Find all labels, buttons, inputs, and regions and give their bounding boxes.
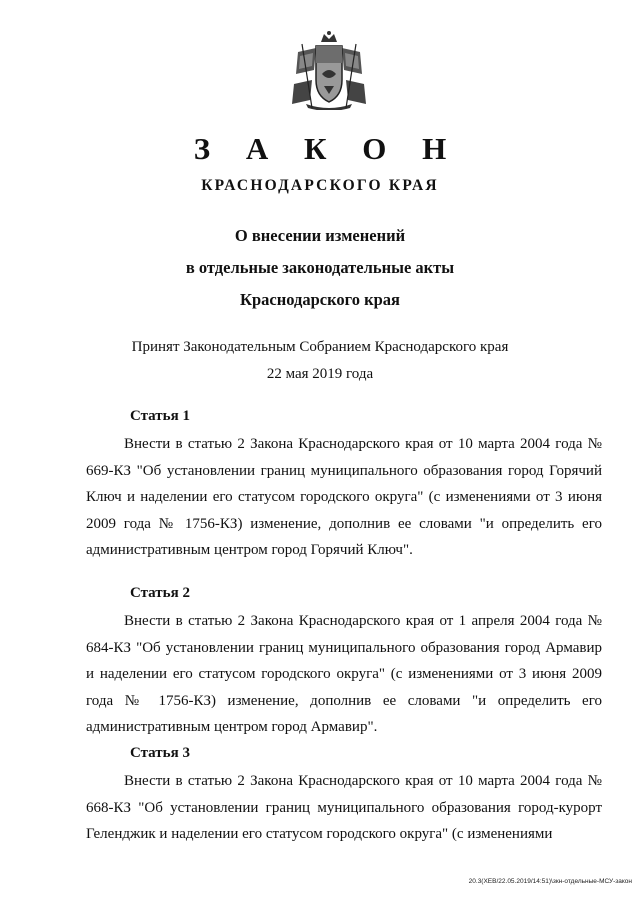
- adoption-statement: Принят Законодательным Собранием Краснодарского края: [131, 339, 509, 355]
- article-text: Внести в статью 2 Закона Краснодарского края от 10 марта 2004 года № 668-КЗ "Об установлении границ муниципального образования город-курорт Геленджик и наделении его статусом городского округа" (с изменениями: [86, 773, 602, 842]
- article-title: Статья 1: [130, 408, 190, 424]
- article-text: Внести в статью 2 Закона Краснодарского края от 1 апреля 2004 года № 684-КЗ "Об установлении границ муниципального образования город Армавир и наделении его статусом городского округа" (с изменениями от 3 июня 2009 года № 1756-КЗ) изменение, дополнив ее словами "и определить его административным центром город Армавир".: [86, 613, 602, 735]
- article-title: Статья 2: [130, 585, 190, 601]
- coat-of-arms-icon: [288, 30, 370, 110]
- article-title: Статья 3: [130, 745, 190, 761]
- document-title: З А К О Н: [193, 131, 461, 166]
- law-heading-line-1: О внесении изменений: [234, 226, 406, 245]
- adoption-date: 22 мая 2019 года: [266, 366, 374, 382]
- document-region: КРАСНОДАРСКОГО КРАЯ: [201, 177, 439, 194]
- law-heading-line-3: Краснодарского края: [240, 290, 400, 309]
- law-heading-line-2: в отдельные законодательные акты: [185, 258, 455, 277]
- article-text: Внести в статью 2 Закона Краснодарского края от 10 марта 2004 года № 669-КЗ "Об установлении границ муниципального образования город Горячий Ключ и наделении его статусом городского округа" (с изменениями от 3 июня 2009 года № 1756-КЗ) изменение, дополнив ее словами "и определить его административным центром город Горячий Ключ".: [86, 436, 602, 558]
- document-footer-code: 20.3(XEB/22.05.2019/14:51)\зкн-отдельные-МСУ-закон: [468, 878, 632, 885]
